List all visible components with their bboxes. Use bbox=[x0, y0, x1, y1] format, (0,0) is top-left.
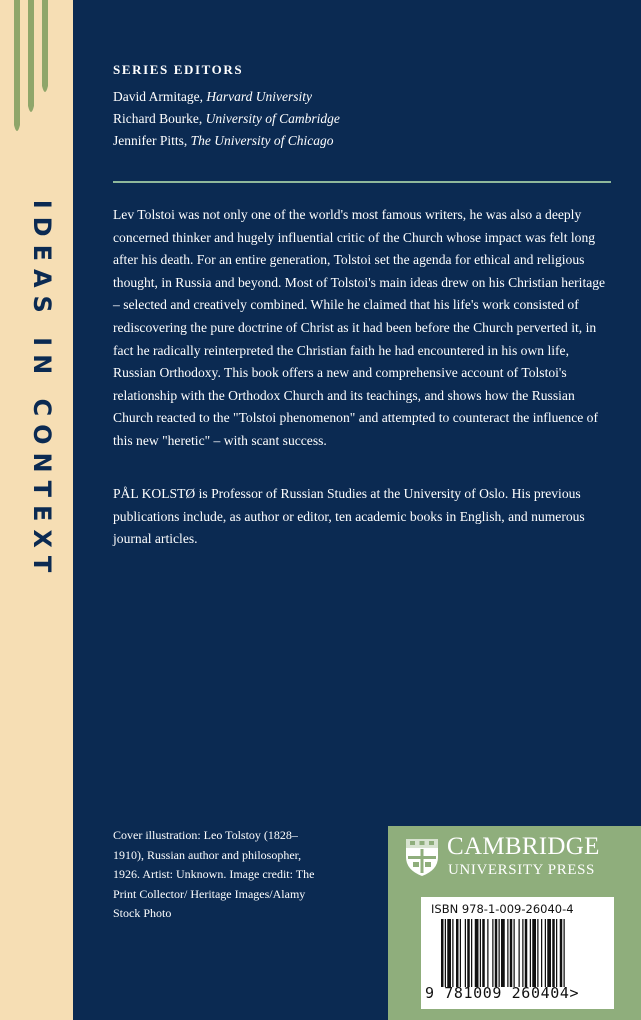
barcode-bar bbox=[495, 919, 498, 987]
barcode-card bbox=[421, 897, 614, 1009]
editor-affiliation: The University of Chicago bbox=[190, 133, 334, 148]
barcode-bar bbox=[499, 919, 500, 987]
barcode-bar bbox=[564, 919, 565, 987]
publisher-subname: UNIVERSITY PRESS bbox=[448, 862, 595, 878]
barcode-bar bbox=[507, 919, 508, 987]
barcode-bar bbox=[475, 919, 479, 987]
barcode-bar bbox=[492, 919, 493, 987]
editor-line bbox=[113, 108, 340, 130]
barcode-bar bbox=[467, 919, 470, 987]
barcode-bar bbox=[547, 919, 551, 987]
editor-affiliation: University of Cambridge bbox=[205, 111, 340, 126]
editor-affiliation: Harvard University bbox=[206, 89, 312, 104]
barcode-bar bbox=[465, 919, 466, 987]
barcode-bar bbox=[545, 919, 546, 987]
barcode-arrow: > bbox=[569, 984, 580, 1002]
barcode-bars bbox=[441, 919, 607, 987]
barcode-bar bbox=[460, 919, 461, 987]
author-name: PÅL KOLSTØ bbox=[113, 486, 196, 501]
barcode-bar bbox=[530, 919, 531, 987]
barcode-bar bbox=[482, 919, 485, 987]
barcode-bar bbox=[501, 919, 505, 987]
decorative-stripes bbox=[0, 0, 73, 150]
author-bio-text: is Professor of Russian Studies at the University of Oslo. His previous publications include, as author or editor, ten academic books in English, and numerous journal articles. bbox=[113, 486, 585, 547]
series-editors bbox=[113, 62, 340, 152]
cover-credit: Cover illustration: Leo Tolstoy (1828–1910), Russian author and philosopher, 1926. Artist: Unknown. Image credit: The Print Collector/ Heritage Images/Alamy Stock Photo bbox=[113, 828, 315, 920]
author-bio bbox=[113, 483, 611, 551]
barcode-bar bbox=[452, 919, 453, 987]
barcode-number: 9 781009 260404 bbox=[425, 984, 570, 1002]
barcode-bar bbox=[525, 919, 528, 987]
barcode-bar bbox=[537, 919, 538, 987]
barcode-bar bbox=[471, 919, 472, 987]
barcode-bar bbox=[519, 919, 520, 987]
barcode-digits bbox=[425, 984, 610, 1002]
editor-line bbox=[113, 130, 340, 152]
barcode-bar bbox=[456, 919, 459, 987]
book-description: Lev Tolstoi was not only one of the world's most famous writers, he was also a deeply concerned thinker and hugely influential critic of the Church whose impact was felt long after his death. For an entire generation, Tolstoi set the agenda for ethical and religious thought, in Russia and beyond. Most of Tolstoi's main ideas drew on his Christian heritage – selected and creatively combined. While he claimed that his life's work consisted of rediscovering the pure doctrine of Christ as it had been before the Church perverted it, in fact he radically reinterpreted the Christian faith he had encountered in his own life, Russian Orthodoxy. This book offers a new and comprehensive account of Tolstoi's relationship with the Orthodox Church and its teachings, and shows how the Russian Church reacted to the "Tolstoi phenomenon" and attempted to counteract the influence of this new "heretic" – with scant success. bbox=[113, 207, 606, 448]
barcode-bar bbox=[532, 919, 536, 987]
editor-line bbox=[113, 86, 340, 108]
cambridge-crest-icon bbox=[404, 837, 440, 877]
barcode-bar bbox=[447, 919, 451, 987]
editor-name: David Armitage, bbox=[113, 89, 203, 104]
barcode-bar bbox=[541, 919, 542, 987]
barcode-bar bbox=[560, 919, 563, 987]
back-cover bbox=[75, 0, 641, 1020]
barcode-bar bbox=[552, 919, 555, 987]
isbn-label: ISBN 978-1-009-26040-4 bbox=[431, 902, 574, 916]
publisher-box bbox=[388, 826, 641, 1020]
editor-name: Richard Bourke, bbox=[113, 111, 203, 126]
barcode-bar bbox=[445, 919, 446, 987]
barcode-bar bbox=[487, 919, 488, 987]
barcode-bar bbox=[480, 919, 481, 987]
barcode-bar bbox=[522, 919, 523, 987]
editor-name: Jennifer Pitts, bbox=[113, 133, 188, 148]
series-title: IDEAS IN CONTEXT bbox=[28, 199, 56, 581]
barcode-bar bbox=[556, 919, 557, 987]
barcode-bar bbox=[514, 919, 515, 987]
barcode-bar bbox=[441, 919, 444, 987]
publisher-name: CAMBRIDGE bbox=[447, 833, 600, 860]
spine-strip bbox=[0, 0, 73, 1020]
series-editors-label: SERIES EDITORS bbox=[113, 62, 244, 77]
barcode-bar bbox=[510, 919, 513, 987]
section-divider bbox=[113, 181, 611, 183]
